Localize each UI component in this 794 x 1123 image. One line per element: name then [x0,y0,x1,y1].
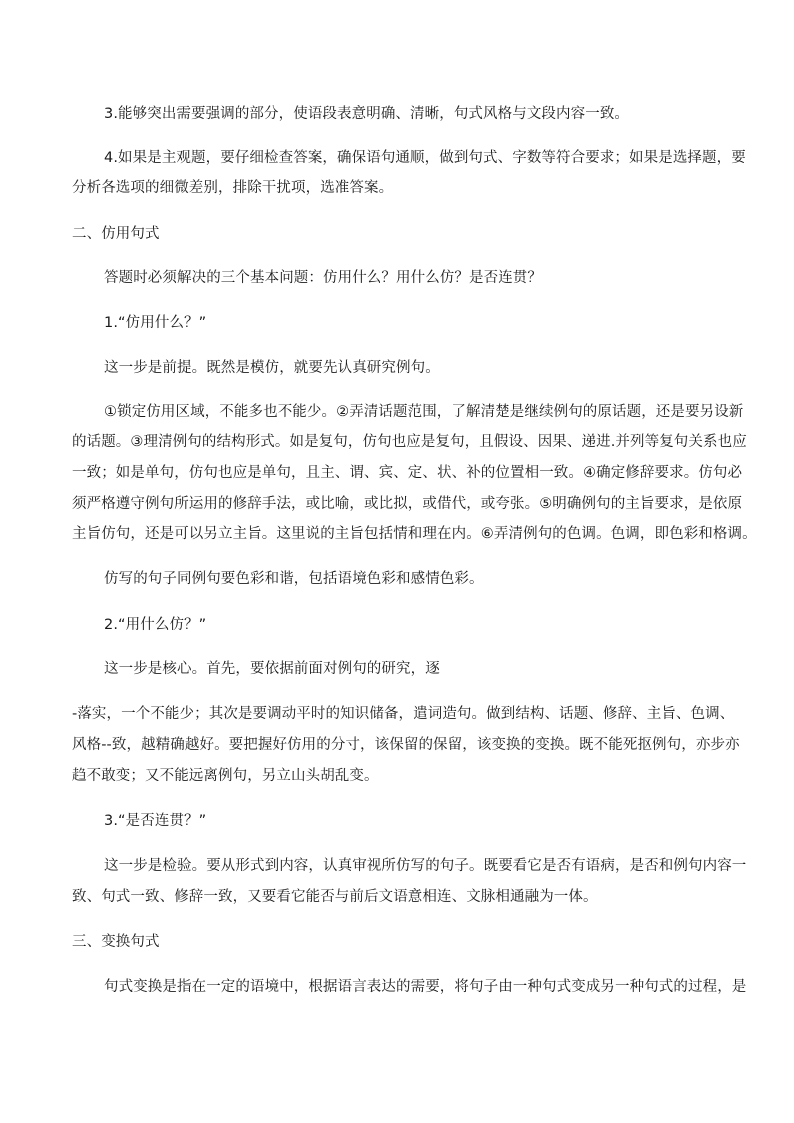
paragraph-steps-line-3: 一致；如是单句，仿句也应是单句，且主、谓、宾、定、状、补的位置相一致。④确定修辞要求。仿句必 [72,465,743,481]
paragraph-point-3: 3.能够突出需要强调的部分，使语段表意明确、清晰，句式风格与文段内容一致。 [104,106,630,122]
paragraph-steps-line-4: 须严格遵守例句所运用的修辞手法，或比喻，或比拟，或借代，或夸张。⑤明确例句的主旨要求，是依原 [72,496,743,512]
paragraph-core-line-3: 风格--致，越精确越好。要把握好仿用的分寸，该保留的保留，该变换的变换。既不能死抠例句，亦步亦 [72,737,740,753]
paragraph-check-line-2: 致、句式一致、修辞一致，又要看它能否与前后文语意相连、文脉相通融为一体。 [72,889,598,905]
paragraph-core-line-2: -落实，一个不能少；其次是要调动平时的知识储备，遣词造句。做到结构、话题、修辞、主旨、色调、 [72,706,735,722]
paragraph-transform-line-1: 句式变换是指在一定的语境中，根据语言表达的需要，将句子由一种句式变成另一种句式的过程，是 [104,979,747,995]
paragraph-premise: 这一步是前提。既然是模仿，就要先认真研究例句。 [104,360,440,376]
paragraph-check-line-1: 这一步是检验。要从形式到内容，认真审视所仿写的句子。既要看它是否有语病，是否和例句内容一 [104,858,747,874]
section-heading-2: 二、仿用句式 [72,226,160,242]
paragraph-steps-line-1: ①锁定仿用区域，不能多也不能少。②弄清话题范围，了解清楚是继续例句的原话题，还是要另设新 [104,404,744,420]
paragraph-core-line-1: 这一步是核心。首先，要依据前面对例句的研究，逐 [104,661,440,677]
paragraph-steps-line-2: 的话题。③理清例句的结构形式。如是复句，仿句也应是复句，且假设、因果、递进.并列等复句关系也应 [72,434,747,450]
paragraph-point-4-line-1: 4.如果是主观题，要仔细检查答案，确保语句通顺，做到句式、字数等符合要求；如果是选择题，要 [104,150,746,166]
paragraph-steps-line-5: 主旨仿句，还是可以另立主旨。这里说的主旨包括情和理在内。⑥弄清例句的色调。色调，即色彩和格调。 [72,526,757,542]
paragraph-harmony: 仿写的句子同例句要色彩和谐，包括语境色彩和感情色彩。 [104,571,484,587]
subheading-3: 3.“是否连贯？” [104,813,207,829]
subheading-2: 2.“用什么仿？” [104,617,207,633]
paragraph-three-questions: 答题时必须解决的三个基本问题：仿用什么？用什么仿？是否连贯？ [104,270,542,286]
section-heading-3: 三、变换句式 [72,934,160,950]
paragraph-core-line-4: 趋不敢变；又不能远离例句，另立山头胡乱变。 [72,768,379,784]
paragraph-point-4-line-2: 分析各选项的细微差别，排除干扰项，选准答案。 [72,180,394,196]
subheading-1: 1.“仿用什么？” [104,315,207,331]
